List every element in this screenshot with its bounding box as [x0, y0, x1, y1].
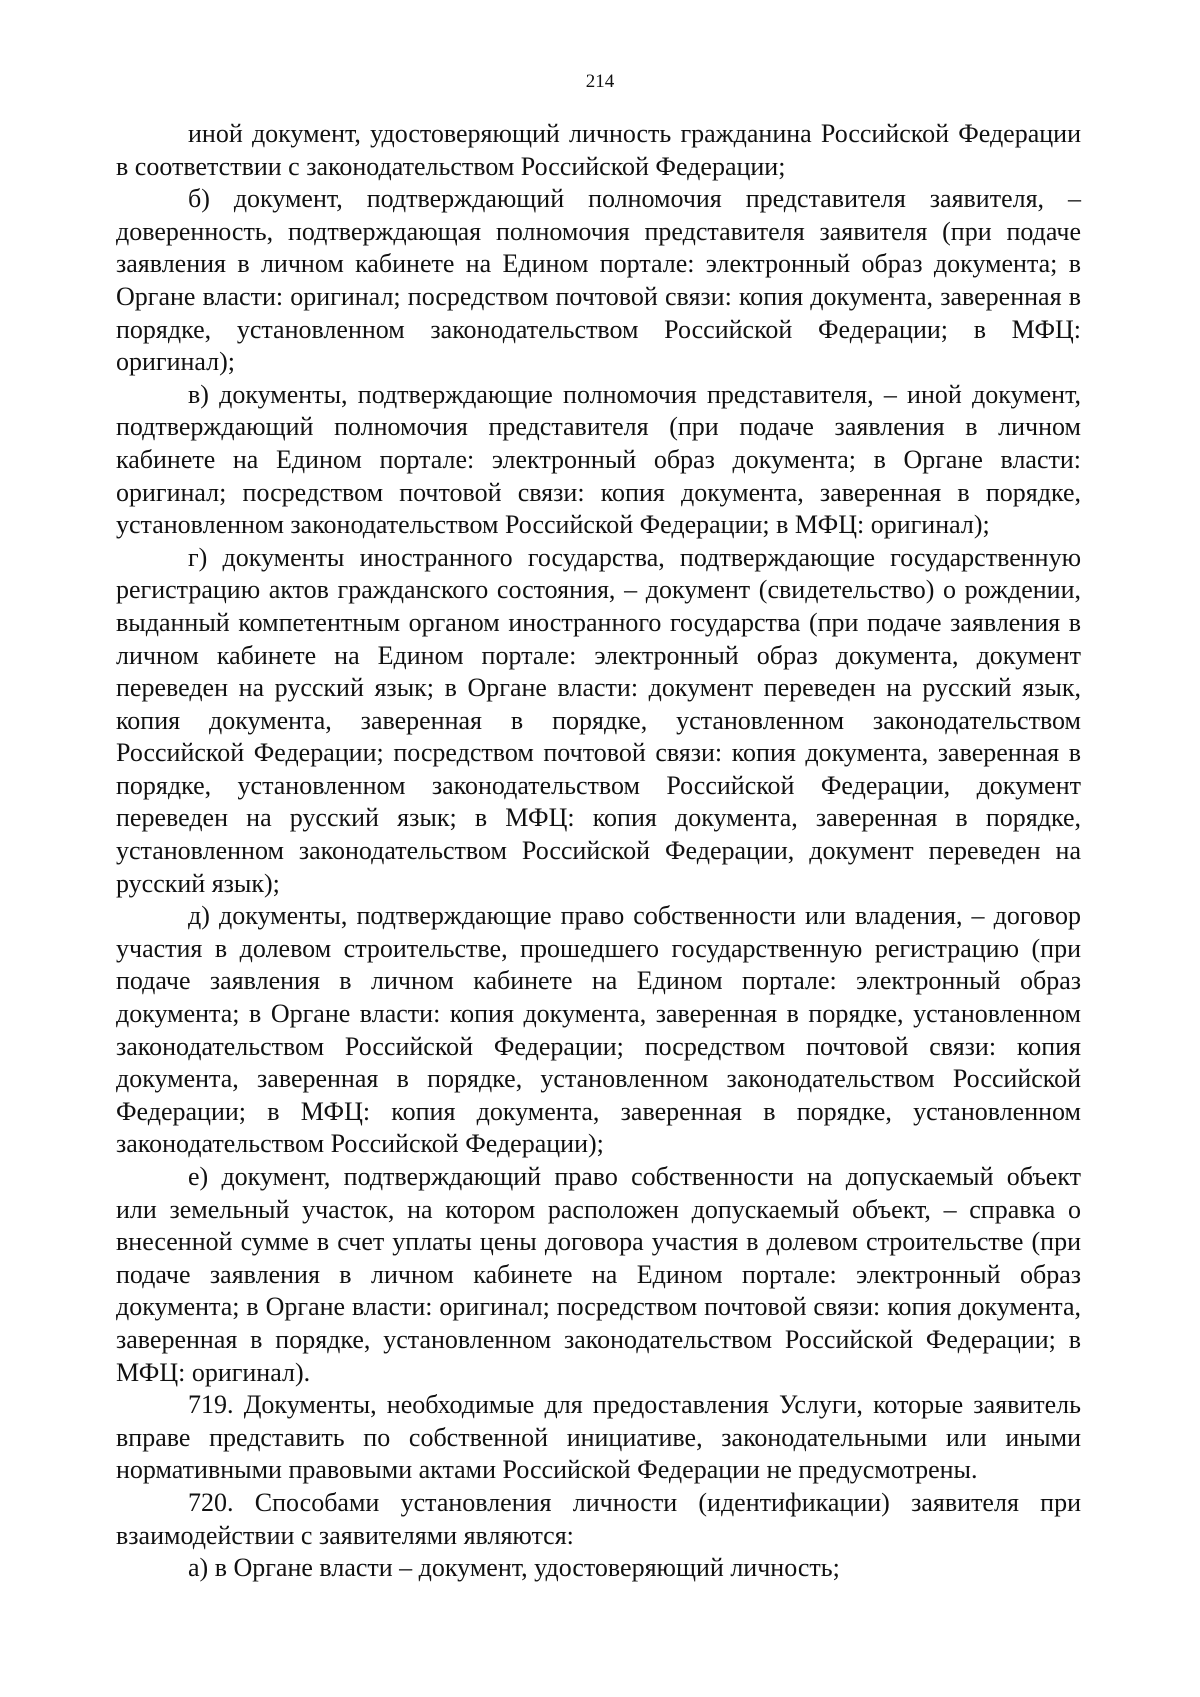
paragraph-719: 719. Документы, необходимые для предоставления Услуги, которые заявитель вправе представить по собственной инициативе, законодательными или иными нормативными правовыми актами Российской Федерации не предусмотрены. — [116, 1390, 1081, 1485]
page-number: 214 — [585, 71, 615, 92]
paragraph-720: 720. Способами установления личности (идентификации) заявителя при взаимодействии с заявителями являются: — [116, 1487, 1081, 1550]
document-body — [116, 118, 1081, 1585]
paragraph-item-d: д) документы, подтверждающие право собственности или владения, – договор участия в долевом строительстве, прошедшего государственную регистрацию (при подаче заявления в личном кабинете на Едином портале: электронный образ документа; в Органе власти: копия документа, заверенная в порядке, установленном законодательством Российской Федерации; посредством почтовой связи: копия документа, заверенная в порядке, установленном законодательством Российской Федерации; в МФЦ: копия документа, заверенная в порядке, установленном законодательством Российской Федерации); — [116, 901, 1081, 1159]
paragraph-item-e: е) документ, подтверждающий право собственности на допускаемый объект или земельный участок, на котором расположен допускаемый объект, – справка о внесенной сумме в счет уплаты цены договора участия в долевом строительстве (при подаче заявления в личном кабинете на Едином портале: электронный образ документа; в Органе власти: оригинал; посредством почтовой связи: копия документа, заверенная в порядке, установленном законодательством Российской Федерации; в МФЦ: оригинал). — [116, 1162, 1081, 1387]
paragraph-item-g: г) документы иностранного государства, подтверждающие государственную регистрацию актов гражданского состояния, – документ (свидетельство) о рождении, выданный компетентным органом иностранного государства (при подаче заявления в личном кабинете на Едином портале: электронный образ документа, документ переведен на русский язык; в Органе власти: документ переведен на русский язык, копия документа, заверенная в порядке, установленном законодательством Российской Федерации; посредством почтовой связи: копия документа, заверенная в порядке, установленном законодательством Российской Федерации, документ переведен на русский язык; в МФЦ: копия документа, заверенная в порядке, установленном законодательством Российской Федерации, документ переведен на русский язык); — [116, 542, 1081, 898]
paragraph-720-item-a: а) в Органе власти – документ, удостоверяющий личность; — [188, 1553, 840, 1583]
paragraph-item-v: в) документы, подтверждающие полномочия представителя, – иной документ, подтверждающий полномочия представителя (при подаче заявления в личном кабинете на Едином портале: электронный образ документа; в Органе власти: оригинал; посредством почтовой связи: копия документа, заверенная в порядке, установленном законодательством Российской Федерации; в МФЦ: оригинал); — [116, 379, 1081, 540]
paragraph-item-b: б) документ, подтверждающий полномочия представителя заявителя, – доверенность, подтверждающая полномочия представителя заявителя (при подаче заявления в личном кабинете на Едином портале: электронный образ документа; в Органе власти: оригинал; посредством почтовой связи: копия документа, заверенная в порядке, установленном законодательством Российской Федерации; в МФЦ: оригинал); — [116, 184, 1081, 377]
paragraph-continuation: иной документ, удостоверяющий личность гражданина Российской Федерации в соответствии с законодательством Российской Федерации; — [116, 119, 1081, 181]
